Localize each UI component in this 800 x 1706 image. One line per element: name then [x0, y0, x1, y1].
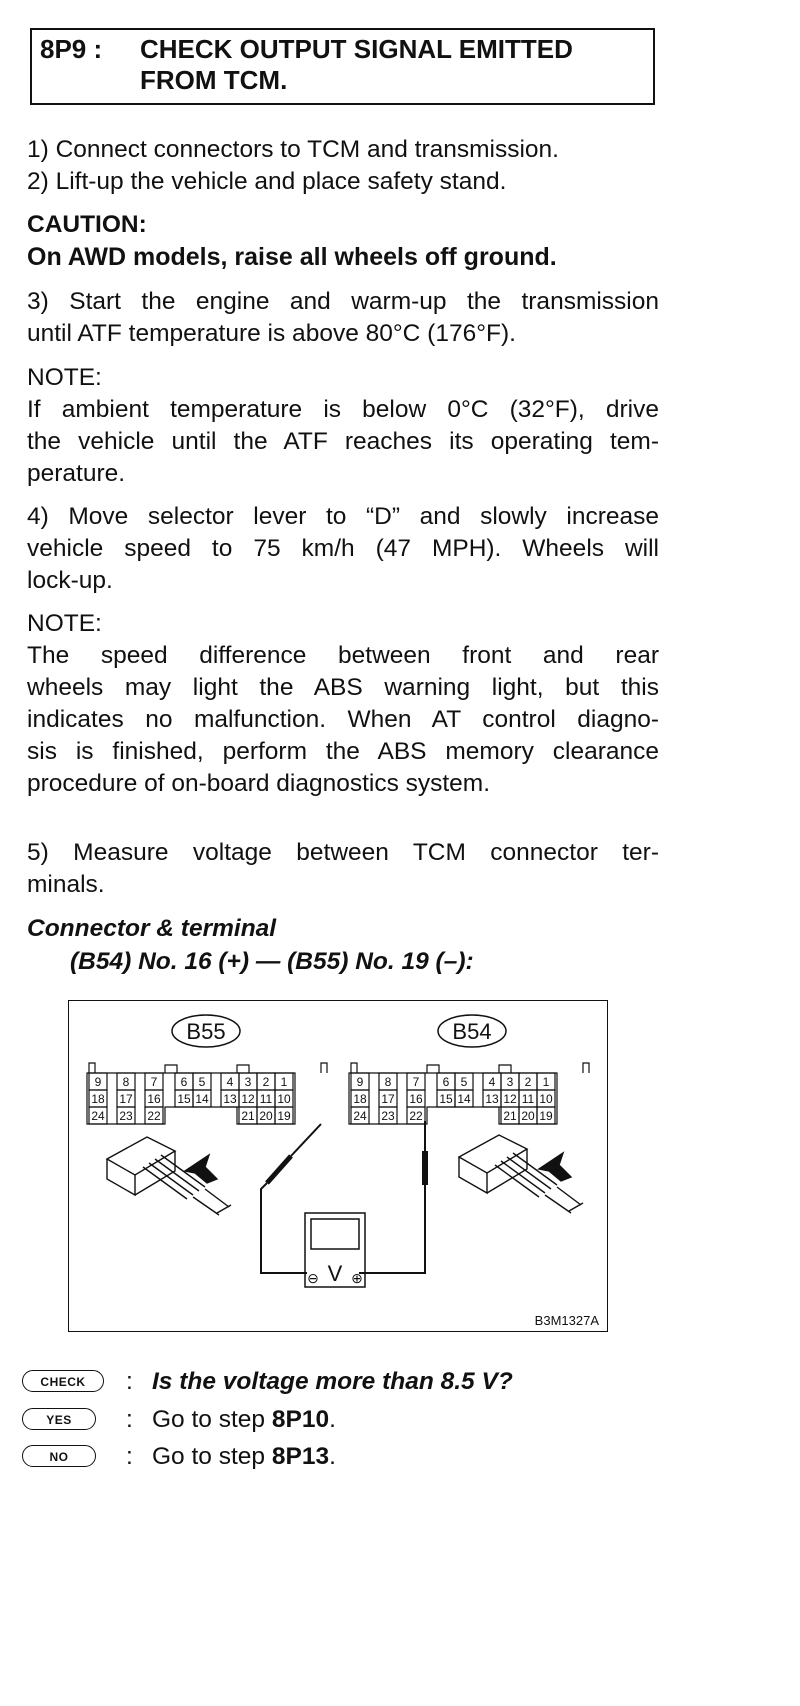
step-title [140, 34, 573, 96]
connector-value: (B54) No. 16 (+) — (B55) No. 19 (–): [70, 948, 474, 975]
voltmeter-symbol: V [327, 1261, 343, 1286]
b54-terminal-12-label: 12 [503, 1092, 517, 1106]
b54-terminal-19-label: 19 [539, 1109, 553, 1123]
b54-terminal-4-label: 4 [488, 1075, 496, 1089]
no-row [22, 1443, 722, 1473]
note-1-line2: the vehicle until the ATF reaches its operating tem- [27, 428, 659, 455]
b55-terminal-3-label: 3 [244, 1075, 252, 1089]
check-question: Is the voltage more than 8.5 V? [152, 1368, 513, 1395]
yes-answer: Go to step 8P10. [152, 1406, 336, 1433]
b55-terminal-7-label: 7 [150, 1075, 158, 1089]
step-3-line1: 3) Start the engine and warm-up the transmission [27, 288, 659, 315]
b55-terminal-9-label: 9 [94, 1075, 102, 1089]
b54-terminal-21-label: 21 [503, 1109, 517, 1123]
b54-terminal-10-label: 10 [539, 1092, 553, 1106]
right-plug-icon [459, 1135, 583, 1213]
b54-terminal-17-label: 17 [381, 1092, 395, 1106]
b55-terminal-8-label: 8 [122, 1075, 130, 1089]
b55-terminal-18-label: 18 [91, 1092, 105, 1106]
step-title-line2: FROM TCM. [140, 65, 288, 95]
b55-terminal-23-label: 23 [119, 1109, 133, 1123]
b55-terminal-10-label: 10 [277, 1092, 291, 1106]
step-2: 2) Lift-up the vehicle and place safety stand. [27, 168, 507, 195]
b54-terminal-23-label: 23 [381, 1109, 395, 1123]
b55-terminal-15-label: 15 [177, 1092, 191, 1106]
figure-id: B3M1327A [534, 1313, 599, 1328]
step-5-line2: minals. [27, 871, 105, 898]
note-2-line2: wheels may light the ABS warning light, but this [27, 674, 659, 701]
yes-row [22, 1406, 722, 1436]
b54-terminal-14-label: 14 [457, 1092, 471, 1106]
check-badge: CHECK [22, 1370, 104, 1392]
step-5-line1: 5) Measure voltage between TCM connector ter- [27, 839, 659, 866]
b54-terminal-11-label: 11 [521, 1092, 535, 1106]
b55-terminal-20-label: 20 [259, 1109, 273, 1123]
b54-terminal-24-label: 24 [353, 1109, 367, 1123]
yes-badge: YES [22, 1408, 96, 1430]
b54-terminal-6-label: 6 [442, 1075, 450, 1089]
b55-terminal-19-label: 19 [277, 1109, 291, 1123]
step-4-line2: vehicle speed to 75 km/h (47 MPH). Wheels will [27, 535, 659, 562]
caution-text: On AWD models, raise all wheels off ground. [27, 243, 557, 271]
b54-terminal-2-label: 2 [524, 1075, 532, 1089]
step-3 [27, 286, 659, 350]
step-number: 8P9 : [40, 34, 103, 64]
b54-terminal-18-label: 18 [353, 1092, 367, 1106]
step-5 [27, 837, 659, 901]
b54-terminal-3-label: 3 [506, 1075, 514, 1089]
yes-colon: : [126, 1406, 133, 1433]
note-2-line4: sis is finished, perform the ABS memory clearance [27, 738, 659, 765]
step-title-line1: CHECK OUTPUT SIGNAL EMITTED [140, 34, 573, 64]
b55-terminal-21-label: 21 [241, 1109, 255, 1123]
no-answer: Go to step 8P13. [152, 1443, 336, 1470]
b55-terminal-5-label: 5 [198, 1075, 206, 1089]
b54-label: B54 [452, 1019, 492, 1044]
yes-prefix: Go to step [152, 1406, 272, 1433]
note-2-line3: indicates no malfunction. When AT control diagno- [27, 706, 659, 733]
b55-terminal-13-label: 13 [223, 1092, 237, 1106]
b54-terminal-7-label: 7 [412, 1075, 420, 1089]
note-2-line1: The speed difference between front and rear [27, 642, 659, 669]
note-1-line3: perature. [27, 460, 126, 487]
step-1: 1) Connect connectors to TCM and transmission. [27, 136, 559, 163]
step-4-line3: lock-up. [27, 567, 113, 594]
b54-terminal-5-label: 5 [460, 1075, 468, 1089]
voltmeter-plus: ⊕ [351, 1270, 363, 1286]
b55-terminal-4-label: 4 [226, 1075, 234, 1089]
step-header-box [30, 28, 655, 105]
b55-terminal-22-label: 22 [147, 1109, 161, 1123]
left-plug-icon [107, 1137, 231, 1215]
note-1-line1: If ambient temperature is below 0°C (32°F), drive [27, 396, 659, 423]
note-1 [27, 362, 659, 490]
b54-terminal-1-label: 1 [542, 1075, 550, 1089]
step-4-line1: 4) Move selector lever to “D” and slowly increase [27, 503, 659, 530]
b55-terminal-12-label: 12 [241, 1092, 255, 1106]
no-badge: NO [22, 1445, 96, 1467]
connector-diagram [68, 1000, 608, 1332]
step-4 [27, 501, 659, 597]
voltmeter-icon [305, 1213, 365, 1287]
connector-tabs [89, 1063, 589, 1073]
b55-terminal-grid [87, 1073, 295, 1124]
b54-terminal-22-label: 22 [409, 1109, 423, 1123]
yes-step: 8P10 [271, 1406, 330, 1433]
check-row [22, 1368, 722, 1398]
b54-terminal-grid [349, 1073, 557, 1124]
b55-terminal-1-label: 1 [280, 1075, 288, 1089]
diagram-svg [69, 1001, 609, 1333]
note-2-label: NOTE: [27, 610, 102, 637]
b54-terminal-15-label: 15 [439, 1092, 453, 1106]
no-prefix: Go to step [152, 1443, 272, 1470]
b55-label: B55 [186, 1019, 226, 1044]
b54-terminal-9-label: 9 [356, 1075, 364, 1089]
b55-terminal-16-label: 16 [147, 1092, 161, 1106]
caution-label: CAUTION: [27, 211, 147, 238]
no-step: 8P13 [271, 1443, 330, 1470]
connector-label: Connector & terminal [27, 915, 277, 942]
b55-terminal-17-label: 17 [119, 1092, 133, 1106]
b54-terminal-20-label: 20 [521, 1109, 535, 1123]
note-1-label: NOTE: [27, 364, 102, 391]
no-colon: : [126, 1443, 133, 1470]
check-colon: : [126, 1368, 133, 1395]
b55-terminal-14-label: 14 [195, 1092, 209, 1106]
positive-probe [359, 1121, 425, 1273]
step-3-line2: until ATF temperature is above 80°C (176°F). [27, 320, 516, 347]
negative-probe [261, 1124, 321, 1273]
voltmeter-minus: ⊖ [307, 1270, 319, 1286]
b55-terminal-2-label: 2 [262, 1075, 270, 1089]
b54-terminal-8-label: 8 [384, 1075, 392, 1089]
b55-terminal-6-label: 6 [180, 1075, 188, 1089]
b54-terminal-13-label: 13 [485, 1092, 499, 1106]
b54-terminal-16-label: 16 [409, 1092, 423, 1106]
b55-terminal-11-label: 11 [259, 1092, 273, 1106]
note-2 [27, 608, 659, 800]
note-2-line5: procedure of on-board diagnostics system. [27, 770, 491, 797]
b55-terminal-24-label: 24 [91, 1109, 105, 1123]
